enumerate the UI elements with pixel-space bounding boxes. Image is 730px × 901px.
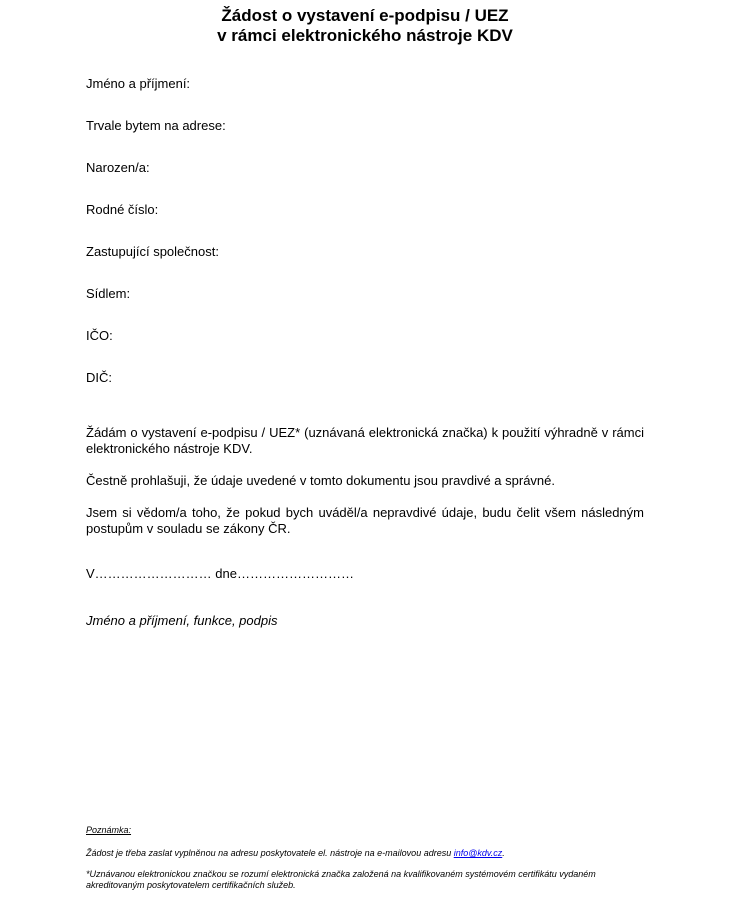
document-title	[0, 6, 730, 46]
field-birth-number: Rodné číslo:	[86, 202, 159, 217]
declaration-paragraph: Čestně prohlašuji, že údaje uvedené v tomto dokumentu jsou pravdivé a správné.	[86, 473, 556, 488]
title-line-2: v rámci elektronického nástroje KDV	[217, 26, 513, 45]
field-full-name: Jméno a příjmení:	[86, 76, 191, 91]
field-birth-date: Narozen/a:	[86, 160, 150, 175]
field-company: Zastupující společnost:	[86, 244, 219, 259]
note-submission-end: .	[502, 848, 505, 858]
awareness-paragraph: Jsem si vědom/a toho, že pokud bych uváděl/a nepravdivé údaje, budu čelit všem následným postupům v souladu se zákony ČR.	[86, 505, 644, 536]
signature-caption: Jméno a příjmení, funkce, podpis	[86, 613, 278, 628]
place-date-line: V……………………… dne………………………	[86, 566, 354, 581]
field-dic: DIČ:	[86, 370, 112, 385]
field-ico: IČO:	[86, 328, 113, 343]
title-line-1: Žádost o vystavení e-podpisu / UEZ	[221, 6, 509, 25]
note-heading: Poznámka:	[86, 825, 132, 835]
field-registered-office: Sídlem:	[86, 286, 131, 301]
note-submission	[86, 848, 646, 859]
field-address: Trvale bytem na adrese:	[86, 118, 226, 133]
applicant-fields	[86, 76, 646, 412]
request-paragraph: Žádám o vystavení e-podpisu / UEZ* (uznávaná elektronická značka) k použití výhradně v rámci elektronického nástroje KDV.	[86, 425, 644, 456]
note-submission-text: Žádost je třeba zaslat vyplněnou na adresu poskytovatele el. nástroje na e-mailovou adresu	[86, 848, 454, 858]
email-link[interactable]: info@kdv.cz	[453, 848, 503, 858]
note-uez-definition: *Uznávanou elektronickou značkou se rozumí elektronická značka založená na kvalifikovaném systémovém certifikátu vydaném akreditovaným poskytovatelem certifikačních služeb.	[86, 869, 596, 890]
